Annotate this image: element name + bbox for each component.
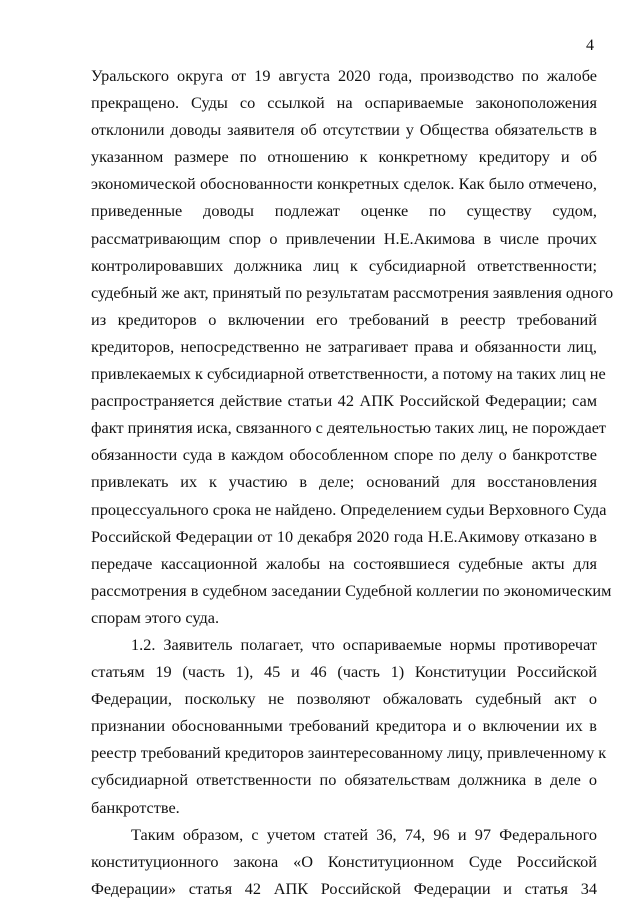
text-line: обязанности суда в каждом обособленном споре по делу о банкротстве bbox=[91, 445, 597, 465]
text-line: факт принятия иска, связанного с деятельностью таких лиц, не порождает bbox=[91, 418, 607, 438]
text-line: отклонили доводы заявителя об отсутствии у Общества обязательств в bbox=[91, 120, 597, 140]
text-line: Таким образом, с учетом статей 36, 74, 96 и 97 Федерального bbox=[131, 824, 597, 844]
text-line: из кредиторов о включении его требований в реестр требований bbox=[91, 309, 597, 329]
text-line: кредиторов, непосредственно не затрагивает права и обязанности лиц, bbox=[91, 336, 597, 356]
text-line: передаче кассационной жалобы на состоявшиеся судебные акты для bbox=[91, 553, 597, 573]
text-line: рассмотрения в судебном заседании Судебной коллегии по экономическим bbox=[91, 580, 612, 600]
text-line: Уральского округа от 19 августа 2020 года, производство по жалобе bbox=[91, 66, 597, 85]
text-line: банкротстве. bbox=[91, 797, 180, 817]
text-line: субсидиарной ответственности по обязательствам должника в деле о bbox=[91, 770, 597, 790]
text-line: экономической обоснованности конкретных сделок. Как было отмечено, bbox=[91, 174, 597, 194]
text-line: 1.2. Заявитель полагает, что оспариваемые нормы противоречат bbox=[131, 634, 597, 654]
text-line: приведенные доводы подлежат оценке по существу судом, bbox=[91, 201, 597, 221]
text-line: конституционного закона «О Конституционном Суде Российской bbox=[91, 851, 597, 871]
text-line: привлекать их к участию в деле; оснований для восстановления bbox=[91, 472, 597, 492]
text-line: реестр требований кредиторов заинтересованному лицу, привлеченному к bbox=[91, 743, 607, 763]
text-line: судебный же акт, принятый по результатам рассмотрения заявления одного bbox=[91, 282, 614, 302]
text-line: указанном размере по отношению к конкретному кредитору и об bbox=[91, 147, 597, 167]
text-line: прекращено. Суды со ссылкой на оспариваемые законоположения bbox=[91, 93, 597, 113]
text-line: распространяется действие статьи 42 АПК Российской Федерации; сам bbox=[91, 391, 597, 411]
page-number: 4 bbox=[586, 37, 594, 54]
text-line: Российской Федерации от 10 декабря 2020 года Н.Е.Акимову отказано в bbox=[91, 526, 597, 546]
text-line: рассматривающим спор о привлечении Н.Е.Акимова в числе прочих bbox=[91, 228, 597, 248]
text-line: Федерации, поскольку не позволяют обжаловать судебный акт о bbox=[91, 689, 597, 709]
text-line: Федерации» статья 42 АПК Российской Федерации и статья 34 bbox=[91, 878, 597, 898]
text-line: контролировавших должника лиц к субсидиарной ответственности; bbox=[91, 255, 597, 275]
text-line: статьям 19 (часть 1), 45 и 46 (часть 1) Конституции Российской bbox=[91, 662, 597, 682]
text-line: признании обоснованными требований кредитора и о включении их в bbox=[91, 716, 597, 736]
text-line: спорам этого суда. bbox=[91, 607, 220, 627]
document-body bbox=[91, 62, 614, 902]
text-line: процессуального срока не найдено. Определением судьи Верховного Суда bbox=[91, 499, 607, 519]
text-line: привлекаемых к субсидиарной ответственности, а потому на таких лиц не bbox=[91, 364, 606, 384]
